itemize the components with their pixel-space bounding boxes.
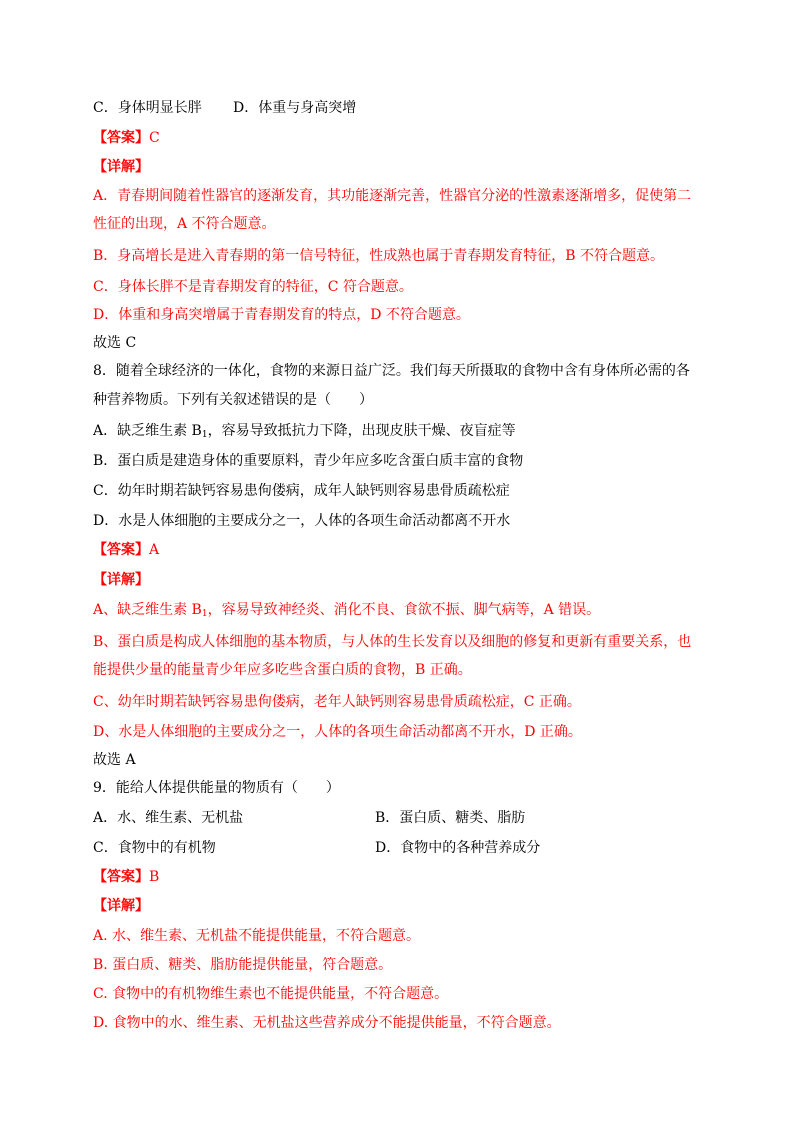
prev-explanation-b: B．身高增长是进入青春期的第一信号特征，性成熟也属于青春期发育特征，B 不符合题意。 — [93, 248, 665, 264]
prev-explanation-a-line1: A．青春期间随着性器官的逐渐发育，其功能逐渐完善，性器官分泌的性激素逐渐增多，促使第二 — [93, 188, 692, 204]
q8-option-a-subscript: 1 — [201, 430, 208, 440]
q9-options-row2 — [93, 838, 541, 858]
q8-explanation-d: D、水是人体细胞的主要成分之一，人体的各项生命活动都离不开水，D 正确。 — [93, 724, 582, 740]
q8-stem-line2: 种营养物质。下列有关叙述错误的是（ ） — [93, 392, 373, 408]
q8-explanation-b-line2: 能提供少量的能量青少年应多吃些含蛋白质的食物，B 正确。 — [93, 662, 472, 678]
q8-answer — [93, 540, 159, 560]
q8-explanation-a-text: A、缺乏维生素 B — [93, 602, 202, 618]
answer-label: 【答案】 — [93, 542, 149, 558]
q8-explanation-a-subscript: 1 — [201, 609, 208, 619]
q8-explanation-a — [93, 600, 600, 624]
q8-explanation-b-line1: B、蛋白质是构成人体细胞的基本物质，与人体的生长发育以及细胞的修复和更新有重要关系，也 — [93, 634, 692, 650]
q9-explanation-d: D. 食物中的水、维生素、无机盐这些营养成分不能提供能量，不符合题意。 — [93, 1015, 561, 1031]
answer-value: B — [149, 869, 160, 885]
q8-option-c: C．幼年时期若缺钙容易患佝偻病，成年人缺钙则容易患骨质疏松症 — [93, 483, 510, 499]
q8-stem-line1: 8．随着全球经济的一体化，食物的来源日益广泛。我们每天所摄取的食物中含有身体所必需的各 — [93, 363, 690, 379]
prev-explanation-d: D．体重和身高突增属于青春期发育的特点，D 不符合题意。 — [93, 307, 470, 323]
q9-option-d: D．食物中的各种营养成分 — [375, 840, 541, 856]
answer-label: 【答案】 — [93, 869, 149, 885]
q8-explanation-a-rest: ，容易导致神经炎、消化不良、食欲不振、脚气病等，A 错误。 — [207, 602, 601, 618]
detail-label: 【详解】 — [93, 159, 149, 175]
q8-option-a-text: A．缺乏维生素 B — [93, 423, 202, 439]
q8-explanation-c: C、幼年时期若缺钙容易患佝偻病，老年人缺钙则容易患骨质疏松症，C 正确。 — [93, 694, 581, 710]
prev-explanation-c: C．身体长胖不是青春期发育的特征，C 符合题意。 — [93, 279, 413, 295]
prev-answer — [93, 128, 160, 148]
prev-options-row — [93, 98, 357, 118]
q9-explanation-a: A. 水、维生素、无机盐不能提供能量，不符合题意。 — [93, 928, 421, 944]
q9-explanation-b: B. 蛋白质、糖类、脂肪能提供能量，符合题意。 — [93, 957, 393, 973]
q8-conclusion: 故选 A — [93, 752, 136, 768]
q9-explanation-c: C. 食物中的有机物维生素也不能提供能量，不符合题意。 — [93, 986, 449, 1002]
q9-option-b: B．蛋白质、糖类、脂肪 — [375, 810, 526, 826]
q8-option-b: B．蛋白质是建造身体的重要原料，青少年应多吃含蛋白质丰富的食物 — [93, 453, 524, 469]
q9-stem: 9．能给人体提供能量的物质有（ ） — [93, 780, 340, 796]
detail-label: 【详解】 — [93, 898, 149, 914]
prev-option-d: D．体重与身高突增 — [233, 100, 357, 116]
detail-label: 【详解】 — [93, 572, 149, 588]
prev-conclusion: 故选 C — [93, 335, 137, 351]
q8-option-a — [93, 421, 516, 445]
q8-option-a-rest: ，容易导致抵抗力下降，出现皮肤干燥、夜盲症等 — [207, 423, 516, 439]
prev-option-c: C．身体明显长胖 — [93, 100, 202, 116]
q9-answer — [93, 867, 159, 887]
q9-options-row1 — [93, 808, 526, 828]
answer-value: A — [149, 542, 160, 558]
q9-option-c: C．食物中的有机物 — [93, 840, 216, 856]
q9-option-a: A．水、维生素、无机盐 — [93, 810, 244, 826]
q8-option-d: D．水是人体细胞的主要成分之一，人体的各项生命活动都离不开水 — [93, 513, 511, 529]
prev-explanation-a-line2: 性征的出现，A 不符合题意。 — [93, 216, 276, 232]
answer-value: C — [149, 130, 160, 146]
answer-label: 【答案】 — [93, 130, 149, 146]
